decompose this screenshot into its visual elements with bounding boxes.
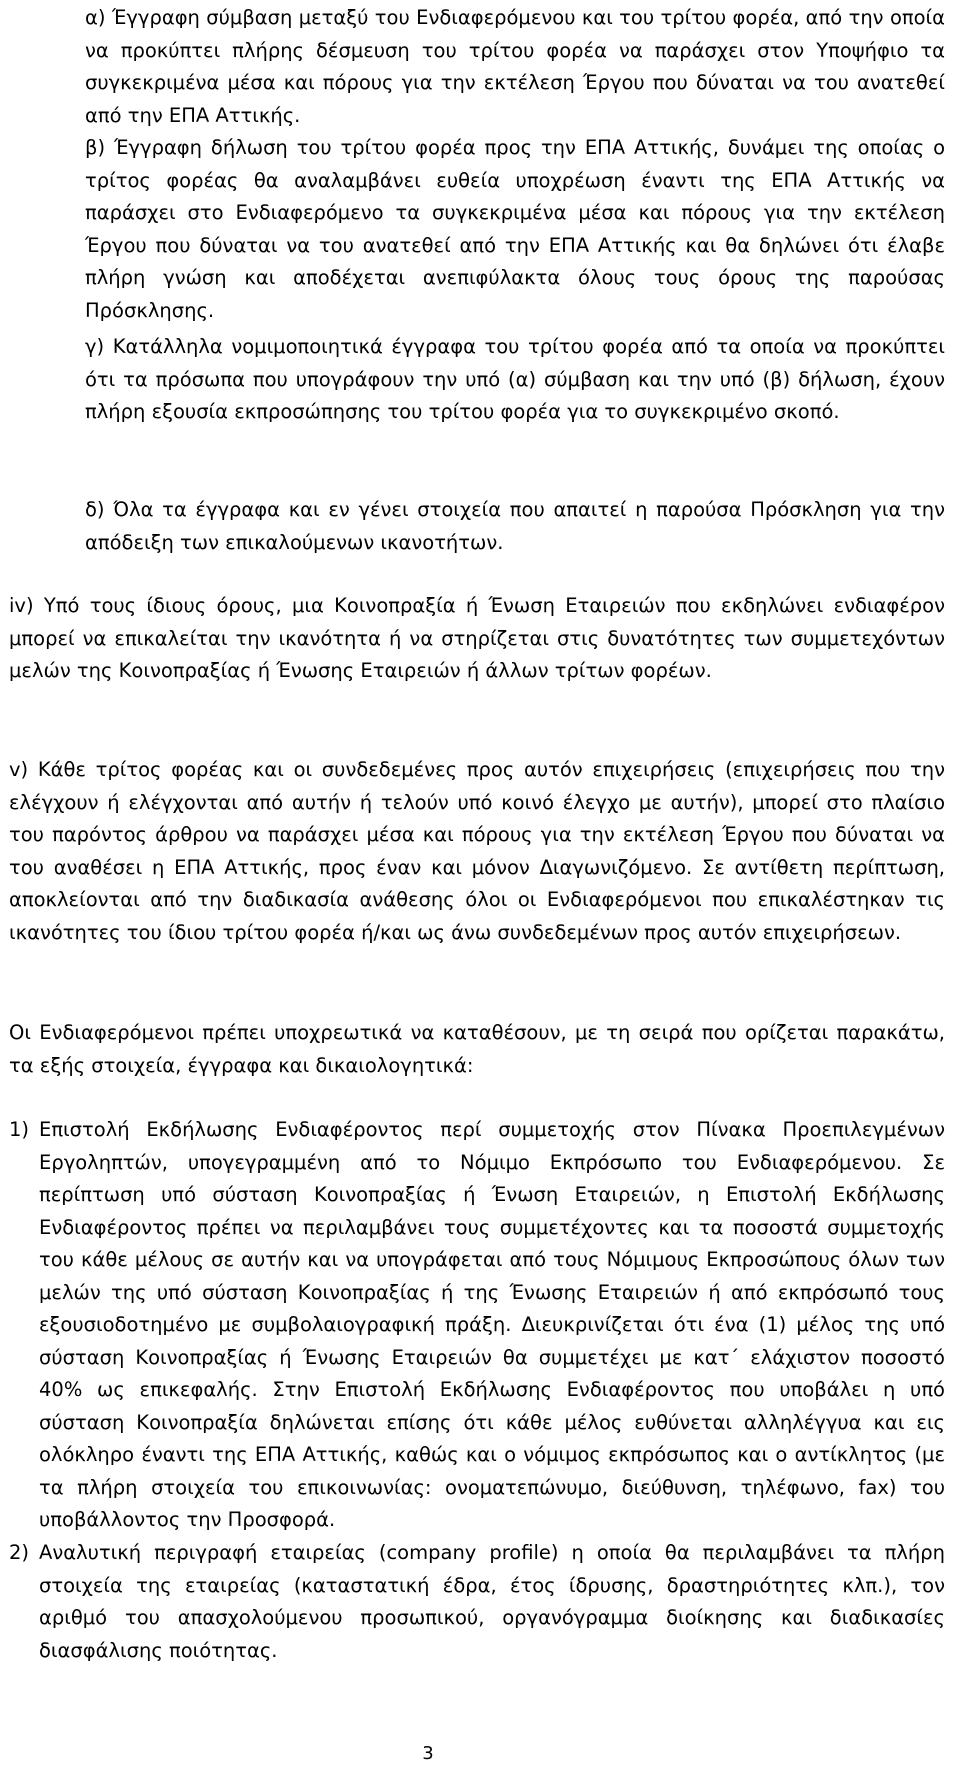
item-number: 1): [9, 1118, 30, 1141]
item-text: Επιστολή Εκδήλωσης Ενδιαφέροντος περί συμμετοχής στον Πίνακα Προεπιλεγμένων Εργοληπτών, υπογεγραμμένη από το Νόμιμο Εκπρόσωπο του Ενδιαφερόμενου. Σε περίπτωση υπό σύσταση Κοινοπραξίας ή Ένωση Εταιρειών, η Επιστολή Εκδήλωσης Ενδιαφέροντος πρέπει να περιλαμβάνει τους συμμετέχοντες και τα ποσοστά συμμετοχής του κάθε μέλους σε αυτήν και να υπογράφεται από τους Νόμιμους Εκπροσώπους όλων των μελών της υπό σύσταση Κοινοπραξίας ή της Ένωσης Εταιρειών ή από εκπρόσωπό τους εξουσιοδοτημένο με συμβολαιογραφική πράξη. Διευκρινίζεται ότι ένα (1) μέλος της υπό σύσταση Κοινοπραξίας ή Ένωσης Εταιρειών θα συμμετέχει με κατ΄ ελάχιστον ποσοστό 40% ως επικεφαλής. Στην Επιστολή Εκδήλωσης Ενδιαφέροντος που υποβάλει η υπό σύσταση Κοινοπραξία δηλώνεται επίσης ότι κάθε μέλος ευθύνεται αλληλέγγυα και εις ολόκληρο έναντι της ΕΠΑ Αττικής, καθώς και ο νόμιμος εκπρόσωπος και ο αντίκλητος (με τα πλήρη στοιχεία του επικοινωνίας: ονοματεπώνυμο, διεύθυνση, τηλέφωνο, fax) του υποβάλλοντος την Προσφορά.: [39, 1118, 945, 1531]
item-number: 2): [9, 1541, 30, 1564]
sub-item-c: γ) Κατάλληλα νομιμοποιητικά έγγραφα του τρίτου φορέα από τα οποία να προκύπτει ότι τα πρόσωπα που υπογράφουν την υπό (α) σύμβαση και την υπό (β) δήλωση, έχουν πλήρη εξουσία εκπροσώπησης του τρίτου φορέα για το συγκεκριμένο σκοπό.: [85, 335, 945, 423]
sub-item-b: β) Έγγραφη δήλωση του τρίτου φορέα προς την ΕΠΑ Αττικής, δυνάμει της οποίας ο τρίτος φορέας θα αναλαμβάνει ευθεία υποχρέωση έναντι της ΕΠΑ Αττικής να παράσχει στο Ενδιαφερόμενο τα συγκεκριμένα μέσα και πόρους για την εκτέλεση Έργου που δύναται να του ανατεθεί από την ΕΠΑ Αττικής και θα δηλώνει ότι έλαβε πλήρη γνώση και αποδέχεται ανεπιφύλακτα όλους τους όρους της παρούσας Πρόσκλησης.: [85, 136, 945, 322]
numbered-item-2: [9, 1537, 945, 1667]
paragraph-iv: iv) Υπό τους ίδιους όρους, μια Κοινοπραξία ή Ένωση Εταιρειών που εκδηλώνει ενδιαφέρον μπορεί να επικαλείται την ικανότητα ή να στηρίζεται στις δυνατότητες των συμμετεχόντων μελών της Κοινοπραξίας ή Ένωσης Εταιρειών ή άλλων τρίτων φορέων.: [9, 594, 945, 682]
sub-item-d: δ) Όλα τα έγγραφα και εν γένει στοιχεία που απαιτεί η παρούσα Πρόσκληση για την απόδειξη των επικαλούμενων ικανοτήτων.: [85, 498, 945, 554]
item-text: Αναλυτική περιγραφή εταιρείας (company profile) η οποία θα περιλαμβάνει τα πλήρη στοιχεία της εταιρείας (καταστατική έδρα, έτος ίδρυσης, δραστηριότητες κλπ.), τον αριθμό του απασχολούμενου προσωπικού, οργανόγραμμα διοίκησης και διαδικασίες διασφάλισης ποιότητας.: [39, 1541, 945, 1662]
numbered-item-1: [9, 1114, 945, 1537]
intro-paragraph: Οι Ενδιαφερόμενοι πρέπει υποχρεωτικά να καταθέσουν, με τη σειρά που ορίζεται παρακάτω, τα εξής στοιχεία, έγγραφα και δικαιολογητικά:: [9, 1021, 945, 1077]
paragraph-v: v) Κάθε τρίτος φορέας και οι συνδεδεμένες προς αυτόν επιχειρήσεις (επιχειρήσεις που την ελέγχουν ή ελέγχονται από αυτήν ή τελούν υπό κοινό έλεγχο με αυτήν), μπορεί στο πλαίσιο του παρόντος άρθρου να παράσχει μέσα και πόρους για την εκτέλεση Έργου που δύναται να του αναθέσει η ΕΠΑ Αττικής, προς έναν και μόνον Διαγωνιζόμενο. Σε αντίθετη περίπτωση, αποκλείονται από την διαδικασία ανάθεσης όλοι οι Ενδιαφερόμενοι που επικαλέστηκαν τις ικανότητες του ίδιου τρίτου φορέα ή/και ως άνω συνδεδεμένων προς αυτόν επιχειρήσεων.: [9, 758, 945, 944]
page-number: 3: [422, 1743, 434, 1764]
sub-item-a: α) Έγγραφη σύμβαση μεταξύ του Ενδιαφερόμενου και του τρίτου φορέα, από την οποία να προκύπτει πλήρης δέσμευση του τρίτου φορέα να παράσχει στον Υποψήφιο τα συγκεκριμένα μέσα και πόρους για την εκτέλεση Έργου που δύναται να του ανατεθεί από την ΕΠΑ Αττικής.: [85, 6, 945, 127]
